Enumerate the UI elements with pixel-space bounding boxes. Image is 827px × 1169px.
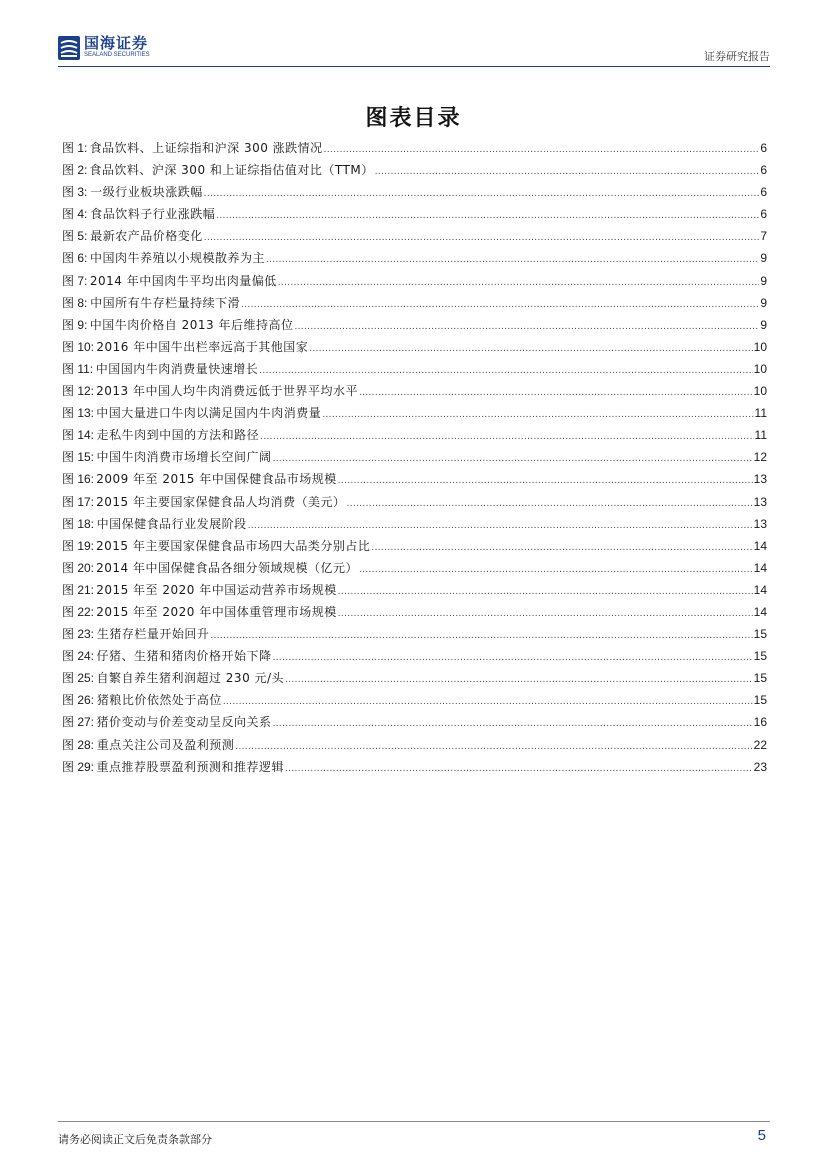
toc-leader-dots xyxy=(338,583,753,601)
toc-entry-label: 图 19: xyxy=(62,538,95,553)
toc-leader-dots xyxy=(273,715,753,733)
toc-entry-label: 图 8: xyxy=(62,295,88,310)
page-header xyxy=(58,34,770,66)
toc-leader-dots xyxy=(324,141,760,159)
toc-entry-page: 12 xyxy=(753,450,767,465)
toc-entry-label: 图 21: xyxy=(62,582,95,597)
toc-entry-title: 中国肉牛养殖以小规模散养为主 xyxy=(89,251,265,266)
toc-entry-page: 23 xyxy=(753,759,767,774)
toc-entry-label: 图 18: xyxy=(62,516,95,531)
toc-entry-title: 食品饮料、上证综指和沪深 300 涨跌情况 xyxy=(89,141,323,155)
toc-entry-label: 图 13: xyxy=(62,406,95,421)
toc-entry-page: 6 xyxy=(760,141,767,155)
toc-leader-dots xyxy=(266,251,759,269)
toc-entry-label: 图 28: xyxy=(62,737,95,752)
toc-entry[interactable] xyxy=(62,426,767,448)
toc-leader-dots xyxy=(248,517,753,535)
toc-entry-page: 13 xyxy=(753,472,767,487)
toc-entry-page: 10 xyxy=(753,361,767,376)
toc-entry-title: 中国大量进口牛肉以满足国内牛肉消费量 xyxy=(96,406,322,421)
toc-entry[interactable] xyxy=(62,515,767,537)
toc-entry[interactable] xyxy=(62,603,767,625)
toc-entry-page: 14 xyxy=(753,582,767,597)
toc-entry-page: 9 xyxy=(760,317,767,332)
toc-entry-page: 14 xyxy=(753,538,767,553)
toc-leader-dots xyxy=(260,428,753,446)
toc-leader-dots xyxy=(204,229,760,247)
toc-entry-title: 食品饮料子行业涨跌幅 xyxy=(90,207,216,222)
toc-entry[interactable] xyxy=(62,338,767,360)
company-logo xyxy=(58,34,178,64)
toc-entry-page: 10 xyxy=(753,339,767,354)
toc-entry-title: 食品饮料、沪深 300 和上证综指估值对比（TTM） xyxy=(89,163,374,178)
toc-leader-dots xyxy=(347,495,753,513)
toc-entry-title: 2014 年中国保健食品各细分领域规模（亿元） xyxy=(96,560,358,575)
toc-entry-label: 图 11: xyxy=(62,361,94,376)
toc-entry-label: 图 3: xyxy=(62,185,88,200)
toc-entry-label: 图 15: xyxy=(62,450,95,465)
toc-entry-label: 图 25: xyxy=(62,671,95,686)
toc-entry[interactable] xyxy=(62,493,767,515)
toc-leader-dots xyxy=(223,693,753,711)
toc-entry-page: 9 xyxy=(760,273,767,288)
toc-entry[interactable] xyxy=(62,713,767,735)
logo-english-name: SEALAND SECURITIES xyxy=(84,52,150,58)
toc-entry-page: 9 xyxy=(760,295,767,310)
toc-entry-title: 中国国内牛肉消费量快速增长 xyxy=(95,361,259,376)
page-number: 5 xyxy=(757,1127,766,1144)
header-divider xyxy=(58,66,770,67)
toc-leader-dots xyxy=(210,627,752,645)
toc-entry-page: 10 xyxy=(753,384,767,399)
toc-leader-dots xyxy=(273,450,753,468)
toc-entry-page: 16 xyxy=(753,715,767,730)
toc-entry-page: 6 xyxy=(760,185,767,200)
toc-entry[interactable] xyxy=(62,139,767,161)
toc-entry-label: 图 9: xyxy=(62,317,88,332)
toc-entry-title: 中国牛肉消费市场增长空间广阔 xyxy=(96,450,272,465)
toc-entry-label: 图 6: xyxy=(62,251,88,266)
toc-entry-label: 图 7: xyxy=(62,273,88,288)
footer-disclaimer: 请务必阅读正文后免责条款部分 xyxy=(58,1133,212,1146)
toc-entry[interactable] xyxy=(62,537,767,559)
toc-entry-label: 图 2: xyxy=(62,163,88,178)
toc-entry[interactable] xyxy=(62,205,767,227)
toc-entry-title: 重点关注公司及盈利预测 xyxy=(96,737,235,752)
toc-leader-dots xyxy=(338,472,753,490)
toc-entry[interactable] xyxy=(62,227,767,249)
toc-entry-label: 图 1: xyxy=(62,141,88,155)
toc-entry-title: 中国所有牛存栏量持续下滑 xyxy=(90,295,241,310)
toc-entry-label: 图 12: xyxy=(62,384,95,399)
toc-entry-page: 14 xyxy=(753,560,767,575)
toc-entry-title: 2015 年主要国家保健食品市场四大品类分别占比 xyxy=(96,538,371,553)
toc-entry[interactable] xyxy=(62,625,767,647)
toc-entry-label: 图 14: xyxy=(62,428,95,443)
footer-divider xyxy=(58,1121,770,1122)
toc-entry[interactable] xyxy=(62,581,767,603)
toc-entry-title: 走私牛肉到中国的方法和路径 xyxy=(96,428,260,443)
toc-entry-page: 22 xyxy=(753,737,767,752)
toc-entry-label: 图 29: xyxy=(62,759,95,774)
toc-entry[interactable] xyxy=(62,382,767,404)
toc-entry[interactable] xyxy=(62,758,767,780)
toc-entry-title: 2014 年中国肉牛平均出肉量偏低 xyxy=(89,273,277,288)
toc-entry-label: 图 23: xyxy=(62,627,95,642)
toc-leader-dots xyxy=(359,384,753,402)
sealand-logo-icon xyxy=(58,36,80,60)
toc-entry[interactable] xyxy=(62,161,767,183)
toc-entry-title: 一级行业板块涨跌幅 xyxy=(90,185,203,200)
logo-chinese-name: 国海证券 xyxy=(84,34,149,52)
toc-entry-title: 重点推荐股票盈利预测和推荐逻辑 xyxy=(96,759,284,774)
toc-entry-page: 15 xyxy=(753,693,767,708)
toc-entry-title: 中国牛肉价格自 2013 年后维持高位 xyxy=(89,317,294,332)
toc-entry-label: 图 17: xyxy=(62,494,95,509)
toc-entry-title: 中国保健食品行业发展阶段 xyxy=(96,516,247,531)
toc-entry[interactable] xyxy=(62,647,767,669)
toc-leader-dots xyxy=(338,605,753,623)
toc-entry-title: 2015 年主要国家保健食品人均消费（美元） xyxy=(96,494,346,509)
toc-entry-page: 15 xyxy=(753,649,767,664)
toc-entry[interactable] xyxy=(62,183,767,205)
toc-entry-page: 15 xyxy=(753,671,767,686)
toc-entry-label: 图 10: xyxy=(62,339,95,354)
toc-entry[interactable] xyxy=(62,249,767,271)
toc-leader-dots xyxy=(294,318,759,336)
toc-leader-dots xyxy=(204,185,760,203)
toc-entry-page: 13 xyxy=(753,494,767,509)
toc-entry-title: 2016 年中国牛出栏率远高于其他国家 xyxy=(96,339,309,354)
page-title: 图表目录 xyxy=(365,105,462,131)
toc-entry[interactable] xyxy=(62,316,767,338)
toc-entry[interactable] xyxy=(62,470,767,492)
toc-leader-dots xyxy=(285,671,753,689)
toc-entry-label: 图 16: xyxy=(62,472,95,487)
toc-entry[interactable] xyxy=(62,669,767,691)
toc-entry[interactable] xyxy=(62,691,767,713)
toc-entry-label: 图 22: xyxy=(62,604,95,619)
toc-entry-title: 2015 年至 2020 年中国体重管理市场规模 xyxy=(96,604,337,619)
toc-entry-page: 9 xyxy=(760,251,767,266)
toc-leader-dots xyxy=(371,539,752,557)
toc-entry-label: 图 4: xyxy=(62,207,88,222)
toc-entry-label: 图 26: xyxy=(62,693,95,708)
figure-toc-list xyxy=(62,139,767,780)
toc-entry[interactable] xyxy=(62,448,767,470)
toc-entry-page: 11 xyxy=(754,428,767,443)
toc-leader-dots xyxy=(309,340,752,358)
toc-leader-dots xyxy=(359,561,753,579)
toc-leader-dots xyxy=(235,738,752,756)
toc-entry[interactable] xyxy=(62,404,767,426)
toc-entry-label: 图 24: xyxy=(62,649,95,664)
toc-entry[interactable] xyxy=(62,294,767,316)
toc-leader-dots xyxy=(273,649,753,667)
toc-entry-title: 仔猪、生猪和猪肉价格开始下降 xyxy=(96,649,272,664)
toc-leader-dots xyxy=(322,406,753,424)
toc-entry-title: 猪价变动与价差变动呈反向关系 xyxy=(96,715,272,730)
toc-entry-page: 13 xyxy=(753,516,767,531)
toc-entry-title: 生猪存栏量开始回升 xyxy=(96,627,210,642)
toc-entry[interactable] xyxy=(62,360,767,382)
toc-entry-page: 11 xyxy=(754,406,767,421)
toc-entry-label: 图 20: xyxy=(62,560,95,575)
toc-entry[interactable] xyxy=(62,559,767,581)
toc-leader-dots xyxy=(241,296,759,314)
toc-leader-dots xyxy=(259,362,752,380)
toc-entry[interactable] xyxy=(62,272,767,294)
toc-entry-page: 15 xyxy=(753,627,767,642)
toc-entry-label: 图 27: xyxy=(62,715,95,730)
toc-entry[interactable] xyxy=(62,736,767,758)
toc-entry-title: 最新农产品价格变化 xyxy=(90,229,203,244)
toc-entry-label: 图 5: xyxy=(62,229,88,244)
toc-leader-dots xyxy=(216,207,759,225)
report-type-label: 证券研究报告 xyxy=(704,50,770,63)
toc-leader-dots xyxy=(278,274,760,292)
toc-entry-title: 自繁自养生猪利润超过 230 元/头 xyxy=(96,671,285,686)
toc-leader-dots xyxy=(285,760,753,778)
toc-leader-dots xyxy=(375,163,760,181)
toc-entry-title: 猪粮比价依然处于高位 xyxy=(96,693,222,708)
toc-entry-page: 6 xyxy=(760,207,767,222)
toc-entry-page: 7 xyxy=(760,229,767,244)
toc-entry-title: 2013 年中国人均牛肉消费远低于世界平均水平 xyxy=(96,384,358,399)
toc-entry-title: 2009 年至 2015 年中国保健食品市场规模 xyxy=(96,472,337,487)
toc-entry-title: 2015 年至 2020 年中国运动营养市场规模 xyxy=(96,582,337,597)
toc-entry-page: 14 xyxy=(753,604,767,619)
toc-entry-page: 6 xyxy=(760,163,767,178)
